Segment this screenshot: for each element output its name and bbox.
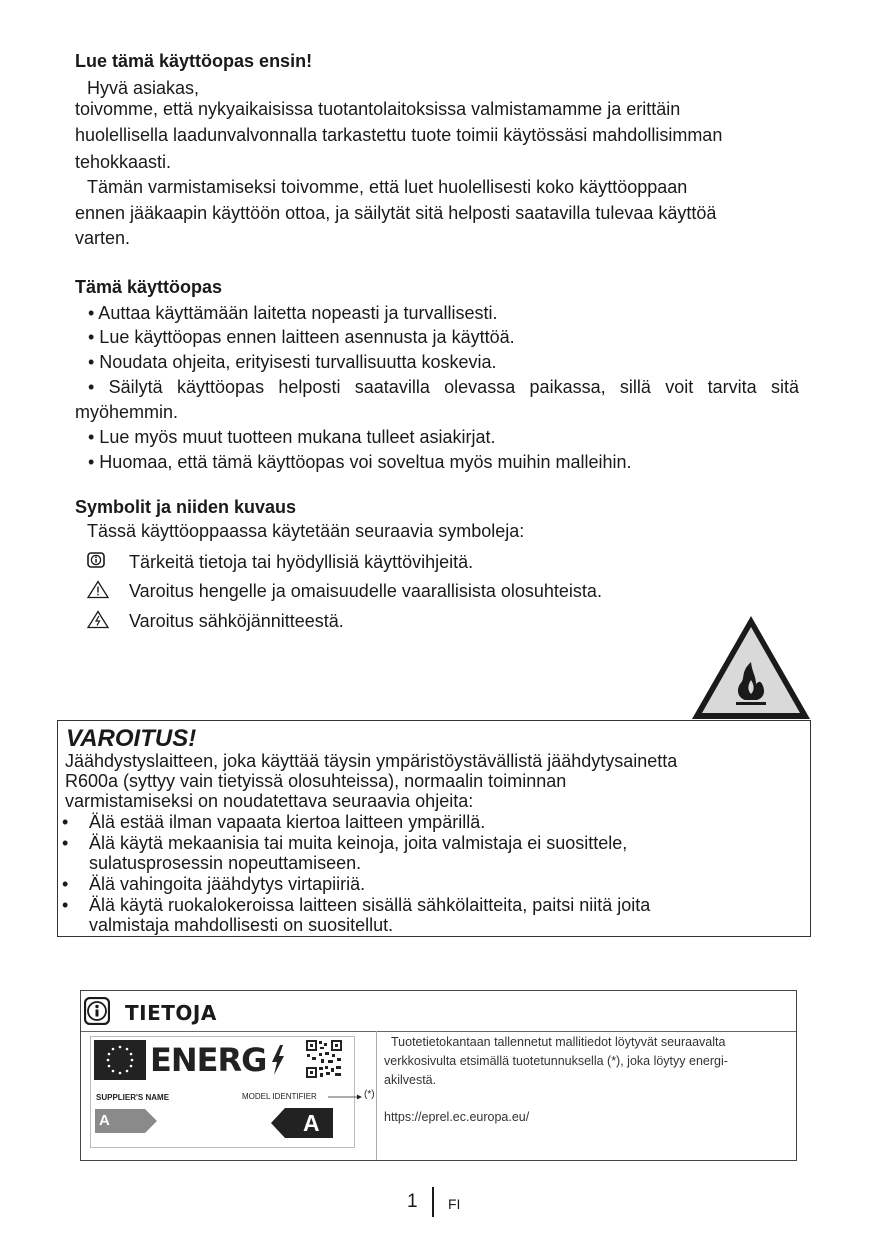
warning-bullet-continued: sulatusprosessin nopeuttamiseen. — [89, 853, 362, 873]
warning-icon — [87, 580, 109, 599]
intro-p2-line3: varten. — [75, 228, 131, 248]
model-identifier: MODEL IDENTIFIER — [242, 1092, 317, 1101]
bullet-dot: • — [62, 895, 69, 915]
supplier-name: SUPPLIER'S NAME — [96, 1093, 170, 1102]
warning-bullet: Älä vahingoita jäähdytys virtapiiriä. — [89, 874, 366, 894]
footer-divider — [432, 1187, 434, 1217]
bullet-dot: • — [62, 833, 69, 853]
energy-class-arrow-right — [271, 1108, 333, 1138]
info-divider — [376, 1031, 377, 1160]
bullet-dot: • — [62, 812, 69, 832]
info-text-line: Tuotetietokantaan tallennetut mallitiedot löytyvät seuraavalta — [391, 1035, 726, 1049]
warning-title: VAROITUS! — [66, 725, 197, 752]
warning-bullet-continued: valmistaja mahdollisesti on suositellut. — [89, 915, 394, 935]
warning-bullet: Älä käytä ruokalokeroissa laitteen sisällä sähkölaitteita, paitsi niitä joita — [89, 895, 651, 915]
info-icon — [87, 552, 105, 568]
greeting: Hyvä asiakas, — [87, 78, 200, 98]
guide-item: • Lue myös muut tuotteen mukana tulleet asiakirjat. — [88, 427, 496, 447]
guide-item: • Noudata ohjeita, erityisesti turvallisuutta koskevia. — [88, 352, 497, 372]
info-box — [80, 990, 797, 1161]
intro-p2-line1: Tämän varmistamiseksi toivomme, että luet huolellisesti koko käyttöoppaan — [87, 177, 688, 197]
warning-line: R600a (syttyy vain tietyissä olosuhteissa), normaalin toiminnan — [65, 771, 567, 791]
symbols-title: Symbolit ja niiden kuvaus — [75, 497, 297, 517]
info-text-line: verkkosivulta etsimällä tuotetunnuksella (*), joka löytyy energi- — [384, 1054, 728, 1068]
info-url[interactable]: https://eprel.ec.europa.eu/ — [384, 1110, 530, 1124]
energy-text: ENERG — [150, 1041, 267, 1079]
symbol-text-electric: Varoitus sähköjännitteestä. — [129, 611, 344, 631]
intro-p1-line3: tehokkaasti. — [75, 152, 172, 172]
lightning-icon — [271, 1045, 285, 1075]
intro-p1-line1: toivomme, että nykyaikaisissa tuotantolaitoksissa valmistamamme ja erittäin — [75, 99, 681, 119]
qr-code-icon — [305, 1039, 343, 1079]
page-number: 1 — [407, 1191, 418, 1212]
intro-p1-line2: huolellisella laadunvalvonnalla tarkastettu tuote toimii käytössäsi mahdollisimman — [75, 125, 723, 145]
warning-box — [57, 720, 811, 937]
arrow-icon — [328, 1094, 362, 1100]
guide-item: • Huomaa, että tämä käyttöopas voi soveltua myös muihin malleihin. — [88, 452, 632, 472]
symbols-intro: Tässä käyttöoppaassa käytetään seuraavia symboleja: — [87, 521, 525, 541]
intro-title: Lue tämä käyttöopas ensin! — [75, 51, 313, 71]
info-text-line: akilvestä. — [384, 1073, 437, 1087]
label-asterisk: (*) — [364, 1089, 375, 1100]
guide-item-continued: myöhemmin. — [75, 402, 179, 422]
flammable-warning-icon — [690, 614, 812, 721]
info-header — [81, 991, 796, 1032]
symbol-text-warning: Varoitus hengelle ja omaisuudelle vaarallisista olosuhteista. — [129, 581, 602, 601]
energy-class-right: A — [303, 1110, 320, 1136]
electric-warning-icon — [87, 610, 109, 629]
symbol-text-info: Tärkeitä tietoja tai hyödyllisiä käyttövihjeitä. — [129, 552, 474, 572]
language-code: FI — [448, 1196, 461, 1212]
eu-flag-icon — [94, 1040, 146, 1080]
warning-bullet: Älä käytä mekaanisia tai muita keinoja, joita valmistaja ei suosittele, — [89, 833, 628, 853]
info-title: TIETOJA — [125, 1001, 217, 1025]
energy-class-left: A — [99, 1112, 110, 1129]
guide-item: • Auttaa käyttämään laitetta nopeasti ja turvallisesti. — [88, 303, 498, 323]
info-icon — [84, 997, 110, 1025]
guide-title: Tämä käyttöopas — [75, 277, 223, 297]
bullet-dot: • — [62, 874, 69, 894]
warning-bullet: Älä estää ilman vapaata kiertoa laitteen ympärillä. — [89, 812, 486, 832]
guide-item: • Säilytä käyttöopas helposti saatavilla olevassa paikassa, sillä voit tarvita sitä — [88, 377, 799, 397]
warning-line: Jäähdystyslaitteen, joka käyttää täysin ympäristöystävällistä jäähdytysainetta — [65, 751, 678, 771]
intro-p2-line2: ennen jääkaapin käyttöön ottoa, ja säilytät sitä helposti saatavilla tulevaa käyttöä — [75, 203, 717, 223]
guide-item: • Lue käyttöopas ennen laitteen asennusta ja käyttöä. — [88, 327, 515, 347]
warning-line: varmistamiseksi on noudatettava seuraavia ohjeita: — [65, 791, 474, 811]
energy-label — [90, 1036, 355, 1148]
